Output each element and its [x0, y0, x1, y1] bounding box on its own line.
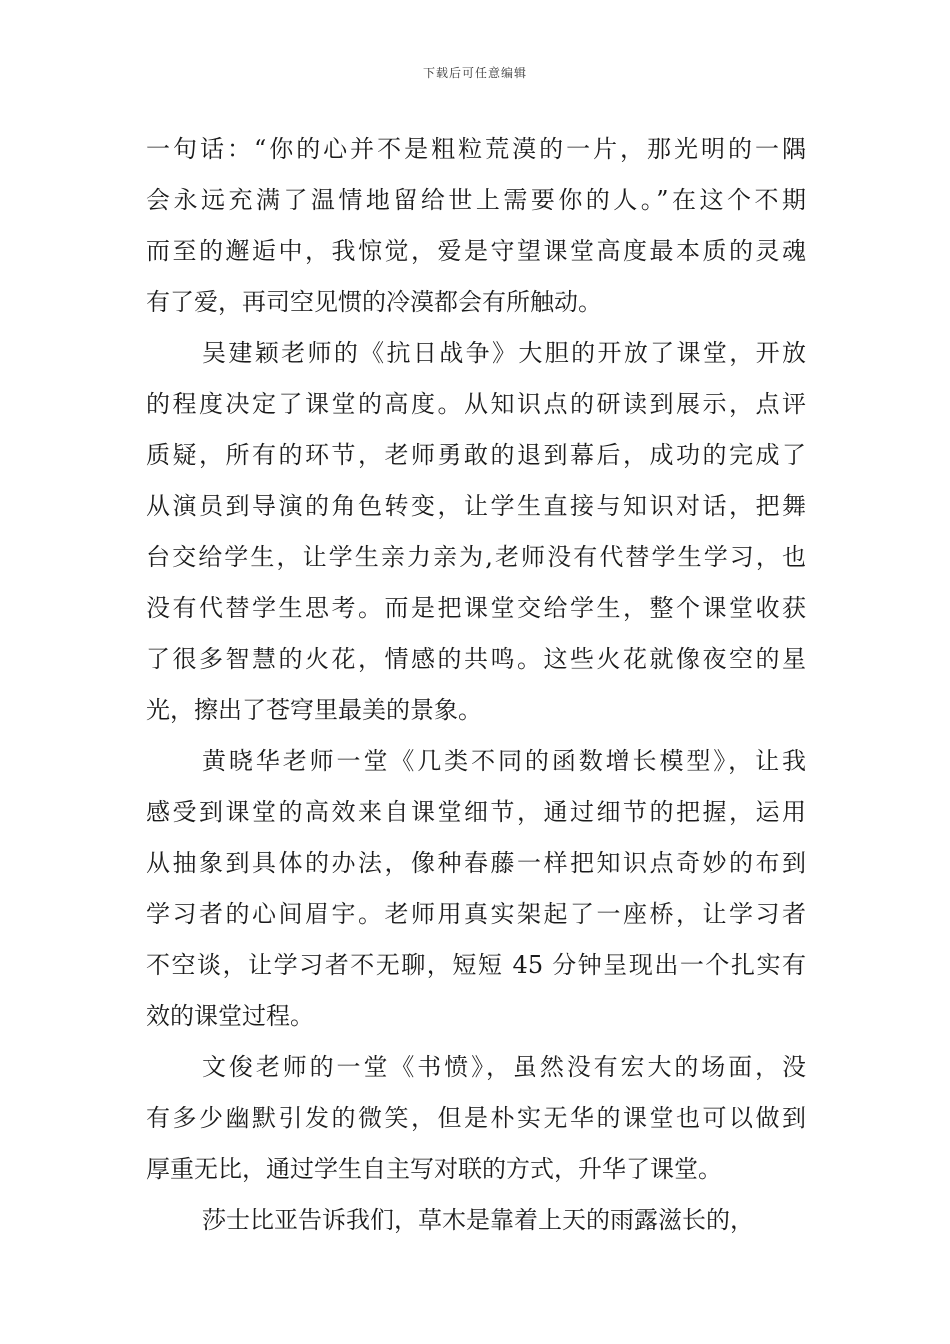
text-line: 质疑，所有的环节，老师勇敢的退到幕后，成功的完成了	[146, 441, 806, 469]
text-line: 没有代替学生思考。而是把课堂交给学生，整个课堂收获	[146, 594, 806, 622]
paragraph	[146, 736, 806, 1042]
text-line: 了很多智慧的火花，情感的共鸣。这些火花就像夜空的星	[146, 645, 806, 673]
text-line: 学习者的心间眉宇。老师用真实架起了一座桥，让学习者	[146, 900, 806, 928]
text-line: 黄晓华老师一堂《几类不同的函数增长模型》，让我	[202, 747, 806, 775]
paragraph	[146, 1042, 806, 1195]
paragraph	[146, 1195, 806, 1246]
text-line: 光，擦出了苍穹里最美的景象。	[146, 696, 482, 724]
page-header: 下载后可任意编辑	[422, 66, 527, 80]
text-line: 吴建颖老师的《抗日战争》大胆的开放了课堂，开放	[202, 339, 806, 367]
text-line: 感受到课堂的高效来自课堂细节，通过细节的把握，运用	[146, 798, 806, 826]
paragraph	[146, 328, 806, 736]
text-line: 从演员到导演的角色转变，让学生直接与知识对话，把舞	[146, 492, 806, 520]
text-line: 从抽象到具体的办法，像种春藤一样把知识点奇妙的布到	[146, 849, 806, 877]
text-line: 会永远充满了温情地留给世上需要你的人。”在这个不期	[146, 186, 806, 214]
text-line: 而至的邂逅中，我惊觉，爱是守望课堂高度最本质的灵魂	[146, 237, 806, 265]
document-body	[146, 124, 806, 1246]
text-line: 文俊老师的一堂《书愤》，虽然没有宏大的场面，没	[202, 1053, 806, 1081]
text-line: 厚重无比，通过学生自主写对联的方式，升华了课堂。	[146, 1155, 722, 1183]
text-line: 一句话：“你的心并不是粗粒荒漠的一片，那光明的一隅	[146, 135, 806, 163]
text-line: 有了爱，再司空见惯的冷漠都会有所触动。	[146, 288, 602, 316]
text-line: 效的课堂过程。	[146, 1002, 314, 1030]
text-line: 不空谈，让学习者不无聊，短短 45 分钟呈现出一个扎实有	[146, 951, 806, 979]
paragraph	[146, 124, 806, 328]
text-line: 的程度决定了课堂的高度。从知识点的研读到展示，点评	[146, 390, 806, 418]
text-line: 台交给学生，让学生亲力亲为,老师没有代替学生学习，也	[146, 543, 806, 571]
text-line: 有多少幽默引发的微笑，但是朴实无华的课堂也可以做到	[146, 1104, 806, 1132]
text-line: 莎士比亚告诉我们，草木是靠着上天的雨露滋长的，	[202, 1206, 754, 1234]
